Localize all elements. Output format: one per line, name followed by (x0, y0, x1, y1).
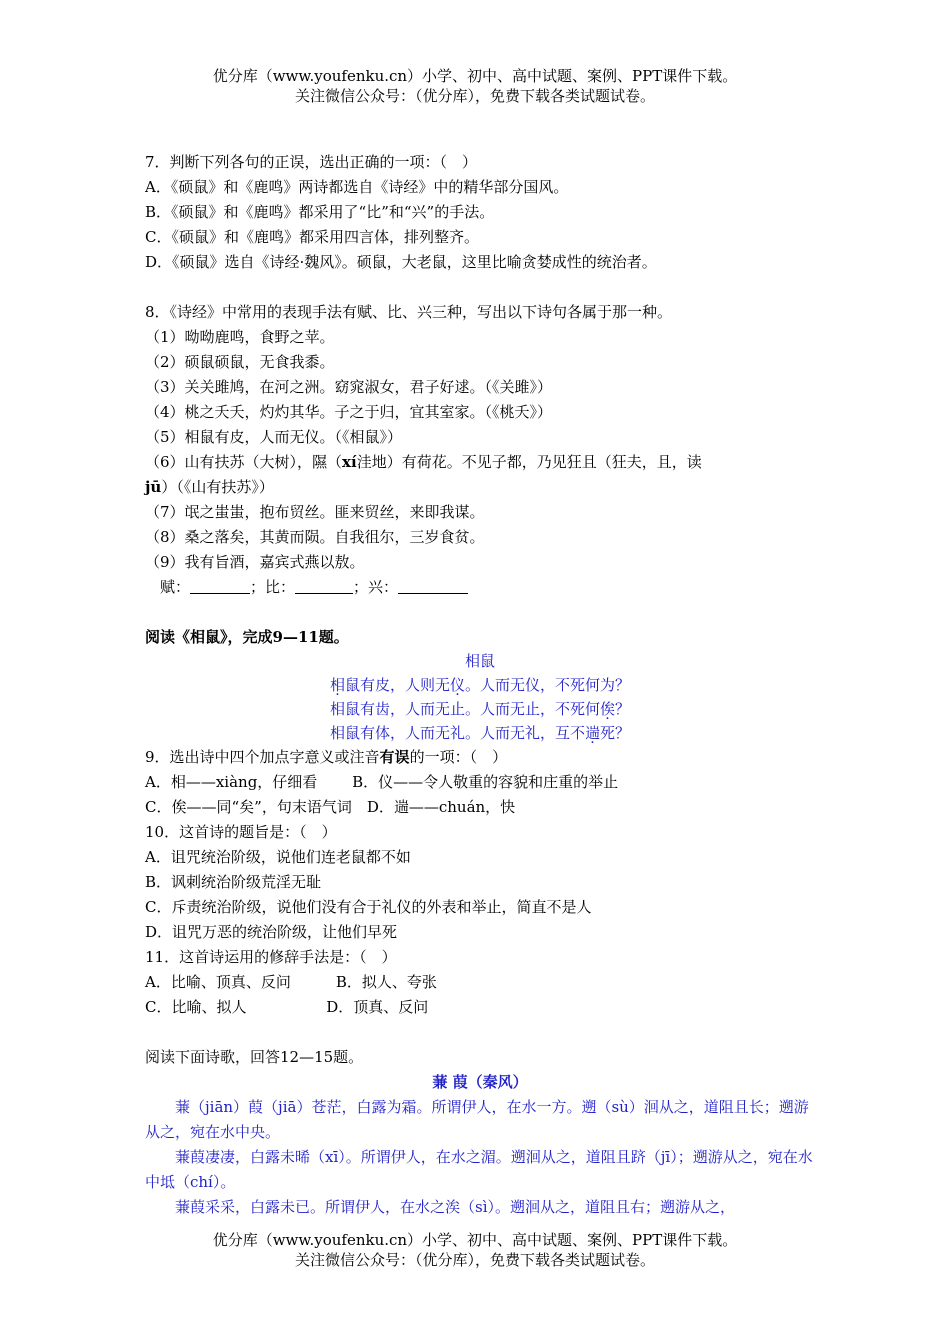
poem1-line-3: 相鼠有体，人而无礼。人而无礼，互不遄死？ (329, 724, 631, 742)
poem2-stanza-3: 蒹葭采采，白露未已。所谓伊人，在水之涘（sì）。遡洄从之，道阻且右；遡游从之， (175, 1198, 735, 1216)
document-body (145, 150, 815, 1220)
q8-item-4: （4）桃之夭夭，灼灼其华。子之于归，宜其室家。（《桃夭》） (145, 403, 553, 421)
poem1-title: 相鼠 (464, 652, 495, 670)
poem2-title: 蒹 葭（秦风） (432, 1073, 528, 1091)
q10-option-b: B．讽刺统治阶级荒淫无耻 (145, 873, 322, 891)
q8-item-2: （2）硕鼠硕鼠，无食我黍。 (145, 353, 335, 371)
header-line-1: 优分库（www.youfenku.cn）小学、初中、高中试题、案例、PPT课件下载。 (212, 67, 738, 85)
q8-item-5: （5）相鼠有皮，人而无仪。（《相鼠》） (145, 428, 403, 446)
q9-options-ab: A．相——xiàng，仔细看 B．仪——令人敬重的容貌和庄重的举止 (145, 773, 619, 791)
q11-options-cd: C．比喻、拟人 D．顶真、反问 (145, 998, 429, 1016)
read1-heading: 阅读《相鼠》，完成9—11题。 (145, 628, 349, 646)
q10-option-d: D．诅咒万恶的统治阶级，让他们早死 (145, 923, 398, 941)
q8-item-9: （9）我有旨酒，嘉宾式燕以敖。 (145, 553, 365, 571)
fu-blank[interactable] (190, 577, 250, 594)
q9-stem: 9．选出诗中四个加点字意义或注音有误的一项：（ ） (145, 748, 508, 766)
read2-heading: 阅读下面诗歌，回答12—15题。 (145, 1048, 364, 1066)
q10-stem: 10．这首诗的题旨是：（ ） (145, 823, 337, 841)
poem1-line-1: 相鼠有皮，人则无仪。人而无仪，不死何为？ (329, 676, 631, 694)
q8-item-6-line2: jū）（《山有扶苏》） (145, 478, 274, 496)
poem1-line-2: 相鼠有齿，人而无止。人而无止，不死何俟？ (329, 700, 631, 718)
q7-option-a: A．《硕鼠》和《鹿鸣》两诗都选自《诗经》中的精华部分国风。 (145, 178, 569, 196)
header-line-2: 关注微信公众号：（优分库），免费下载各类试题试卷。 (294, 87, 655, 105)
footer-line-2: 关注微信公众号：（优分库），免费下载各类试题试卷。 (294, 1251, 655, 1269)
page-footer (0, 1230, 950, 1270)
xing-blank[interactable] (398, 577, 468, 594)
q10-option-a: A．诅咒统治阶级，说他们连老鼠都不如 (145, 848, 411, 866)
q7-option-d: D．《硕鼠》选自《诗经·魏风》。硕鼠，大老鼠，这里比喻贪婪成性的统治者。 (145, 253, 657, 271)
q8-stem: 8．《诗经》中常用的表现手法有赋、比、兴三种，写出以下诗句各属于那一种。 (145, 303, 673, 321)
q8-answer-blanks: 赋： ；比： ；兴： (145, 575, 815, 600)
bi-blank[interactable] (295, 577, 353, 594)
q11-options-ab: A．比喻、顶真、反问 B．拟人、夸张 (145, 973, 437, 991)
poem2-stanza-2: 蒹葭凄凄，白露未晞（xī）。所谓伊人，在水之湄。遡洄从之，道阻且跻（jī）；遡游从之，宛在水中坻（chí）。 (145, 1148, 813, 1191)
q8-item-7: （7）氓之蚩蚩，抱布贸丝。匪来贸丝，来即我谋。 (145, 503, 485, 521)
poem2-stanza-1: 蒹（jiān）葭（jiā）苍茫，白露为霜。所谓伊人，在水一方。遡（sù）洄从之，道阻且长；遡游从之，宛在水中央。 (145, 1098, 809, 1141)
q7-option-c: C．《硕鼠》和《鹿鸣》都采用四言体，排列整齐。 (145, 228, 479, 246)
q8-item-1: （1）呦呦鹿鸣，食野之苹。 (145, 328, 335, 346)
footer-line-1: 优分库（www.youfenku.cn）小学、初中、高中试题、案例、PPT课件下载。 (212, 1231, 738, 1249)
q9-options-cd: C．俟——同“矣”，句末语气词 D．遄——chuán，快 (145, 798, 516, 816)
q7-stem: 7．判断下列各句的正误，选出正确的一项：（ ） (145, 153, 478, 171)
q8-item-3: （3）关关雎鸠，在河之洲。窈窕淑女，君子好逑。（《关雎》） (145, 378, 553, 396)
q7-option-b: B．《硕鼠》和《鹿鸣》都采用了“比”和“兴”的手法。 (145, 203, 495, 221)
q11-stem: 11．这首诗运用的修辞手法是：（ ） (145, 948, 397, 966)
q10-option-c: C．斥责统治阶级，说他们没有合于礼仪的外表和举止，简直不是人 (145, 898, 592, 916)
q8-item-8: （8）桑之落矣，其黄而陨。自我徂尔，三岁食贫。 (145, 528, 485, 546)
page-header (0, 66, 950, 106)
q8-item-6-line1: （6）山有扶苏（大树），隰（xí洼地）有荷花。不见子都，乃见狂且（狂夫，且，读 (145, 453, 702, 471)
